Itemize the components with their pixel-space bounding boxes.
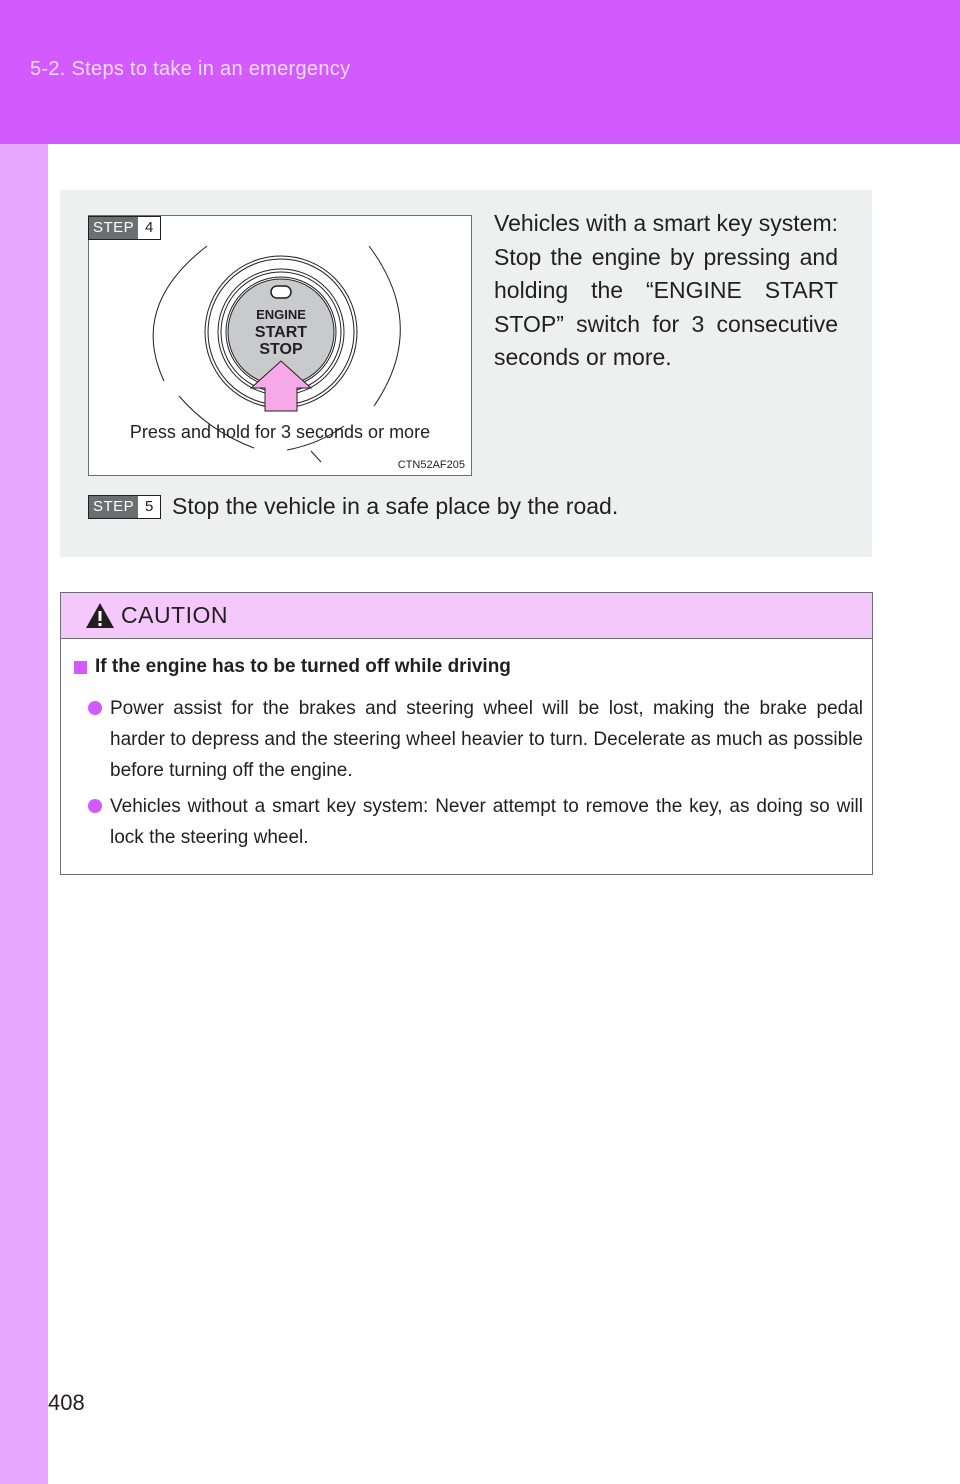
caution-bullet-text: Vehicles without a smart key system: Never attempt to remove the key, as doing so will lock the steering wheel. [110,796,863,848]
caution-bullet-text: Power assist for the brakes and steering wheel will be lost, making the brake pedal harder to depress and the steering wheel heavier to turn. Decelerate as much as possible before turning off the engine. [110,698,863,781]
caution-header [61,593,872,639]
step4-text: Vehicles with a smart key system: Stop the engine by pressing and holding the “ENGINE START STOP” switch for 3 consecutive seconds or more. [494,210,838,370]
step5-text: Stop the vehicle in a safe place by the road. [172,493,619,519]
indicator-lamp-icon [271,286,291,298]
round-bullet-icon [88,799,102,813]
caution-bullet [88,693,863,786]
caution-bullet [88,791,863,853]
step4-badge-number: 4 [138,217,160,239]
caution-subheading [74,656,511,678]
section-title: 5-2. Steps to take in an emergency [30,58,351,80]
warning-triangle-icon [85,602,115,629]
step5-badge-label: STEP [89,496,138,518]
figure-code: CTN52AF205 [397,459,465,471]
step4-badge-label: STEP [89,217,138,239]
square-bullet-icon [74,661,87,674]
caution-box [60,592,873,875]
step5-badge [88,495,161,519]
step5-badge-number: 5 [138,496,160,518]
page-number: 408 [48,1390,85,1415]
button-text-start: START [254,324,308,341]
side-strip [0,144,48,1484]
round-bullet-icon [88,701,102,715]
illustration-caption: Press and hold for 3 seconds or more [129,422,431,442]
button-text-engine: ENGINE [256,307,306,322]
step4-badge [88,216,161,240]
button-text-stop: STOP [259,341,303,358]
caution-title: CAUTION [121,602,228,628]
caution-subheading-text: If the engine has to be turned off while driving [95,656,511,677]
header-band [0,0,960,144]
engine-switch-illustration [88,215,472,476]
